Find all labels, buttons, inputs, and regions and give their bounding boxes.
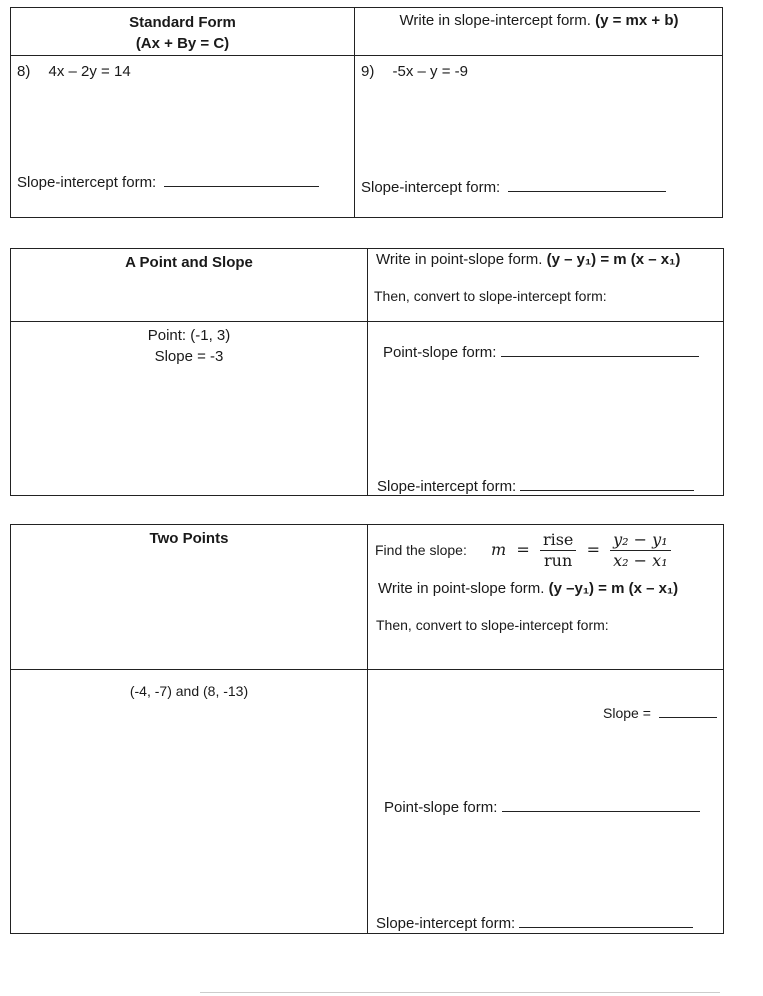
two-points-title: Two Points <box>149 530 229 547</box>
find-slope-label: Find the slope: <box>375 542 467 559</box>
point-and-slope-title: A Point and Slope <box>125 254 253 271</box>
answer-label: Slope-intercept form: <box>377 478 517 495</box>
header-divider <box>11 669 723 670</box>
convert-instruction: Then, convert to slope-intercept form: <box>376 617 609 633</box>
point-slope-instruction <box>378 580 678 597</box>
instruction-formula: (y –y₁) = m (x – x₁) <box>548 580 679 597</box>
instruction-text: Write in slope-intercept form. <box>399 12 591 29</box>
answer-blank[interactable] <box>502 810 700 812</box>
given-slope: Slope = -3 <box>154 348 224 365</box>
instruction-formula: (y – y₁) = m (x – x₁) <box>546 251 681 268</box>
page-bottom-edge <box>200 992 720 993</box>
two-points-table <box>10 524 724 934</box>
answer-label: Point-slope form: <box>383 344 497 361</box>
header-divider <box>11 321 723 322</box>
answer-label: Slope-intercept form: <box>376 915 516 932</box>
given-points: (-4, -7) and (8, -13) <box>129 683 249 699</box>
answer-blank[interactable] <box>519 926 693 928</box>
point-slope-instruction <box>376 251 680 268</box>
run-label: run <box>544 550 573 570</box>
point-slope-answer <box>383 344 699 361</box>
instruction-formula: (y = mx + b) <box>595 12 679 29</box>
problem-9 <box>361 63 468 80</box>
answer-8-slope-intercept <box>17 174 319 191</box>
standard-form-title: Standard Form <box>129 14 236 31</box>
slope-intercept-answer <box>376 915 693 932</box>
problem-equation: 4x – 2y = 14 <box>48 63 131 80</box>
rise-label: rise <box>540 530 576 551</box>
slope-variable: m <box>491 540 507 560</box>
standard-form-formula: (Ax + By = C) <box>135 35 230 52</box>
answer-blank[interactable] <box>501 355 699 357</box>
answer-9-slope-intercept <box>361 179 666 196</box>
answer-blank[interactable] <box>520 489 694 491</box>
standard-form-table <box>10 7 723 218</box>
answer-label: Point-slope form: <box>384 799 498 816</box>
problem-equation: -5x – y = -9 <box>392 63 468 80</box>
column-divider <box>354 8 355 217</box>
slope-formula <box>375 527 671 573</box>
answer-blank[interactable] <box>659 716 717 718</box>
column-divider <box>367 525 368 933</box>
x-difference: x₂ − x₁ <box>613 550 668 570</box>
coordinate-fraction <box>610 530 670 571</box>
answer-label: Slope-intercept form: <box>361 179 501 196</box>
convert-instruction: Then, convert to slope-intercept form: <box>374 288 607 304</box>
answer-blank[interactable] <box>508 190 666 192</box>
problem-number: 8) <box>17 63 31 80</box>
point-slope-answer <box>384 799 700 816</box>
problem-8 <box>17 63 131 80</box>
answer-label: Slope-intercept form: <box>17 174 157 191</box>
slope-intercept-instruction <box>356 12 722 29</box>
problem-number: 9) <box>361 63 375 80</box>
instruction-text: Write in point-slope form. <box>376 251 543 268</box>
slope-intercept-answer <box>377 478 694 495</box>
y-difference: y₂ − y₁ <box>610 530 670 551</box>
answer-label: Slope = <box>603 705 651 721</box>
column-divider <box>367 249 368 495</box>
equals-sign: = <box>586 540 600 560</box>
point-slope-table <box>10 248 724 496</box>
answer-blank[interactable] <box>164 185 319 187</box>
slope-answer <box>603 705 717 721</box>
rise-over-run-fraction <box>540 530 576 571</box>
given-point: Point: (-1, 3) <box>147 327 231 344</box>
header-divider <box>11 55 722 56</box>
equals-sign: = <box>516 540 530 560</box>
instruction-text: Write in point-slope form. <box>378 580 545 597</box>
